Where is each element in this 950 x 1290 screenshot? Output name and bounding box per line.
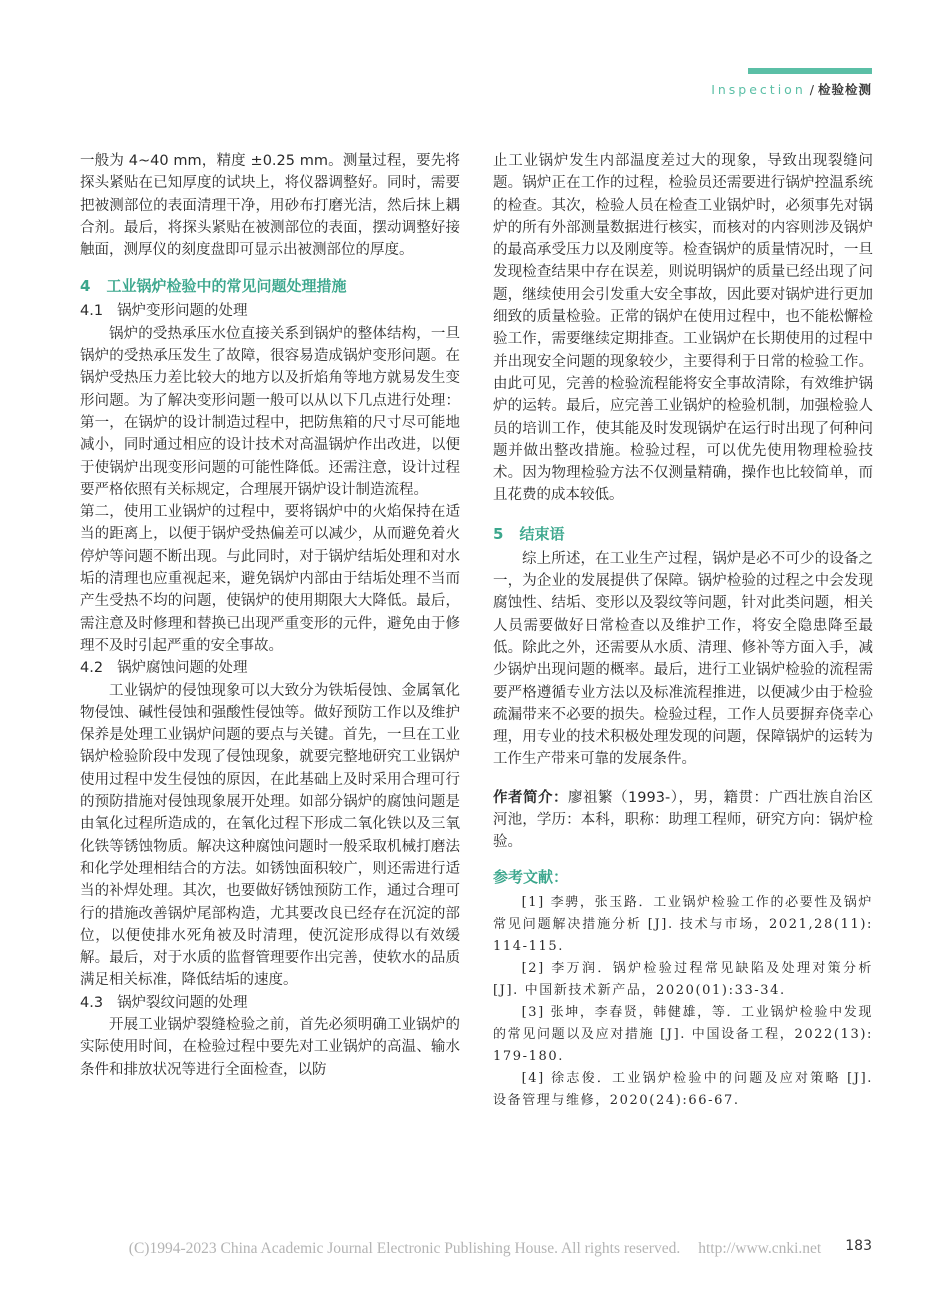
heading-section-5 — [493, 523, 873, 545]
reference-item: [1] 李骋，张玉路．工业锅炉检验工作的必要性及锅炉常见问题解决措施分析 [J]. 技术与市场，2021,28(11):114-115. — [493, 894, 873, 954]
heading-title: 结束语 — [519, 524, 565, 543]
heading-title: 锅炉变形问题的处理 — [117, 303, 248, 320]
reference-item: [2] 李万润．锅炉检验过程常见缺陷及处理对策分析 [J]. 中国新技术新产品，2020(01):33-34. — [493, 960, 873, 998]
heading-title: 锅炉裂纹问题的处理 — [117, 994, 248, 1011]
header-accent-bar — [748, 68, 872, 74]
heading-title: 工业锅炉检验中的常见问题处理措施 — [106, 277, 347, 296]
heading-number: 4.3 — [80, 994, 104, 1011]
cnki-link[interactable]: http://www.cnki.net — [698, 1240, 822, 1257]
paragraph-4-3-continued: 止工业锅炉发生内部温度差过大的现象，导致出现裂缝问题。锅炉正在工作的过程，检验员还需要进行锅炉控温系统的检查。其次，检验人员在检查工业锅炉时，必须事先对锅炉的所有外部测量数据进行核实，而核对的内容则涉及锅炉的最高承受压力以及刚度等。检查锅炉的质量情况时，一旦发现检查结果中存在误差，则说明锅炉的质量已经出现了问题，继续使用会引发重大安全事故，因此要对锅炉进行更加细致的质量检验。正常的锅炉在使用过程中，也不能松懈检验工作，需要继续定期排查。工业锅炉在长期使用的过程中并出现安全问题的现象较少，主要得利于日常的检验工作。由此可见，完善的检验流程能将安全事故清除，有效维护锅炉的运转。最后，应完善工业锅炉的检验机制，加强检验人员的培训工作，使其能及时发现锅炉在运行时出现了何种问题并做出整改措施。检验过程，可以优先使用物理检验技术。因为物理检验方法不仅测量精确，操作也比较简单，而且花费的成本较低。 — [493, 153, 873, 504]
heading-section-4-2 — [80, 657, 460, 679]
reference-item: [4] 徐志俊．工业锅炉检验中的问题及应对策略 [J]. 设备管理与维修，2020(24):66-67. — [493, 1070, 873, 1108]
heading-section-4-3 — [80, 992, 460, 1014]
author-bio — [493, 787, 873, 854]
paragraph-4-1-b: 第二，使用工业锅炉的过程中，要将锅炉中的火焰保持在适当的距离上，以便于锅炉受热偏差可以减少，从而避免着火停炉等问题不断出现。与此同时，对于锅炉结垢处理和对水垢的清理也应重视起来，避免锅炉内部由于结垢处理不当而产生受热不均的问题，使锅炉的使用期限大大降低。最后，需注意及时修理和替换已出现严重变形的元件，避免由于修理不及时引起严重的安全事故。 — [80, 504, 460, 654]
heading-number: 5 — [493, 524, 504, 543]
references-title: 参考文献： — [493, 867, 569, 886]
paragraph-4-2: 工业锅炉的侵蚀现象可以大致分为铁垢侵蚀、金属氧化物侵蚀、碱性侵蚀和强酸性侵蚀等。做好预防工作以及维护保养是处理工业锅炉问题的要点与关键。首先，一旦在工业锅炉检验阶段中发现了侵蚀现象，就要完整地研究工业锅炉使用过程中发生侵蚀的原因，在此基础上及时采用合理可行的预防措施对侵蚀现象展开处理。如部分锅炉的腐蚀问题是由氧化过程所造成的，在氧化过程下形成二氧化铁以及三氧化铁等锈蚀物质。解决这种腐蚀问题时一般采取机械打磨法和化学处理相结合的方法。如锈蚀面积较广，则还需进行适当的补焊处理。其次，也要做好锈蚀预防工作，通过合理可行的措施改善锅炉尾部构造，尤其要改良已经存在沉淀的部位，以便使排水死角被及时清理，使沉淀形成得以有效缓解。最后，对于水质的监督管理要作出完善，使软水的品质满足相关标准，降低结垢的速度。 — [80, 682, 460, 989]
paragraph-conclusion: 综上所述，在工业生产过程，锅炉是必不可少的设备之一，为企业的发展提供了保障。锅炉检验的过程之中会发现腐蚀性、结垢、变形以及裂纹等问题，针对此类问题，相关人员需要做好日常检查以及维护工作，将安全隐患降至最低。除此之外，还需要从水质、清理、修补等方面入手，减少锅炉出现问题的概率。最后，进行工业锅炉检验的流程需要严格遵循专业方法以及标准流程推进，以便减少由于检验疏漏带来不必要的损失。检验过程，工作人员要摒弃侥幸心理，用专业的技术积极处理发现的问题，保障锅炉的运转为工作生产带来可靠的发展条件。 — [493, 550, 873, 768]
author-bio-label: 作者简介： — [493, 789, 569, 806]
paragraph-4-3: 开展工业锅炉裂缝检验之前，首先必须明确工业锅炉的实际使用时间，在检验过程中要先对工业锅炉的高温、输水条件和排放状况等进行全面检查，以防 — [80, 1016, 460, 1078]
left-column — [80, 150, 460, 1081]
heading-section-4 — [80, 275, 460, 297]
heading-section-4-1 — [80, 300, 460, 322]
running-header — [711, 80, 872, 98]
header-section-en: Inspection — [711, 82, 806, 97]
heading-number: 4.2 — [80, 660, 104, 677]
right-column — [493, 150, 873, 1112]
author-bio-text: 廖祖繁（1993-），男，籍贯：广西壮族自治区河池，学历：本科，职称：助理工程师，研究方向：锅炉检验。 — [493, 789, 873, 851]
header-section-cn: 检验检测 — [817, 82, 872, 97]
heading-number: 4 — [80, 277, 91, 296]
copyright-text: (C)1994-2023 China Academic Journal Electronic Publishing House. All rights reserved. — [128, 1240, 681, 1257]
paragraph-intro: 一般为 4~40 mm，精度 ±0.25 mm。测量过程，要先将探头紧贴在已知厚度的试块上，将仪器调整好。同时，需要把被测部位的表面清理干净，用砂布打磨光洁，然后抹上耦合剂。最后，将探头紧贴在被测部位的表面，摆动调整好接触面，测厚仪的刻度盘即可显示出被测部位的厚度。 — [80, 153, 460, 259]
heading-title: 锅炉腐蚀问题的处理 — [117, 660, 248, 677]
page-number: 183 — [845, 1238, 872, 1254]
header-separator: / — [809, 82, 814, 97]
reference-item: [3] 张坤，李春贤，韩健雄，等．工业锅炉检验中发现的常见问题以及应对措施 [J]. 中国设备工程，2022(13):179-180. — [493, 1004, 873, 1064]
paragraph-4-1-a: 锅炉的受热承压水位直接关系到锅炉的整体结构，一旦锅炉的受热承压发生了故障，很容易造成锅炉变形问题。在锅炉受热压力差比较大的地方以及折焰角等地方就易发生变形问题。为了解决变形问题一般可以从以下几点进行处理：第一，在锅炉的设计制造过程中，把防焦箱的尺寸尽可能地减小，同时通过相应的设计技术对高温锅炉作出改进，以便于使锅炉出现变形问题的可能性降低。还需注意，设计过程要严格依照有关标规定，合理展开锅炉设计制造流程。 — [80, 325, 460, 498]
copyright-footer — [0, 1240, 950, 1258]
heading-number: 4.1 — [80, 303, 104, 320]
